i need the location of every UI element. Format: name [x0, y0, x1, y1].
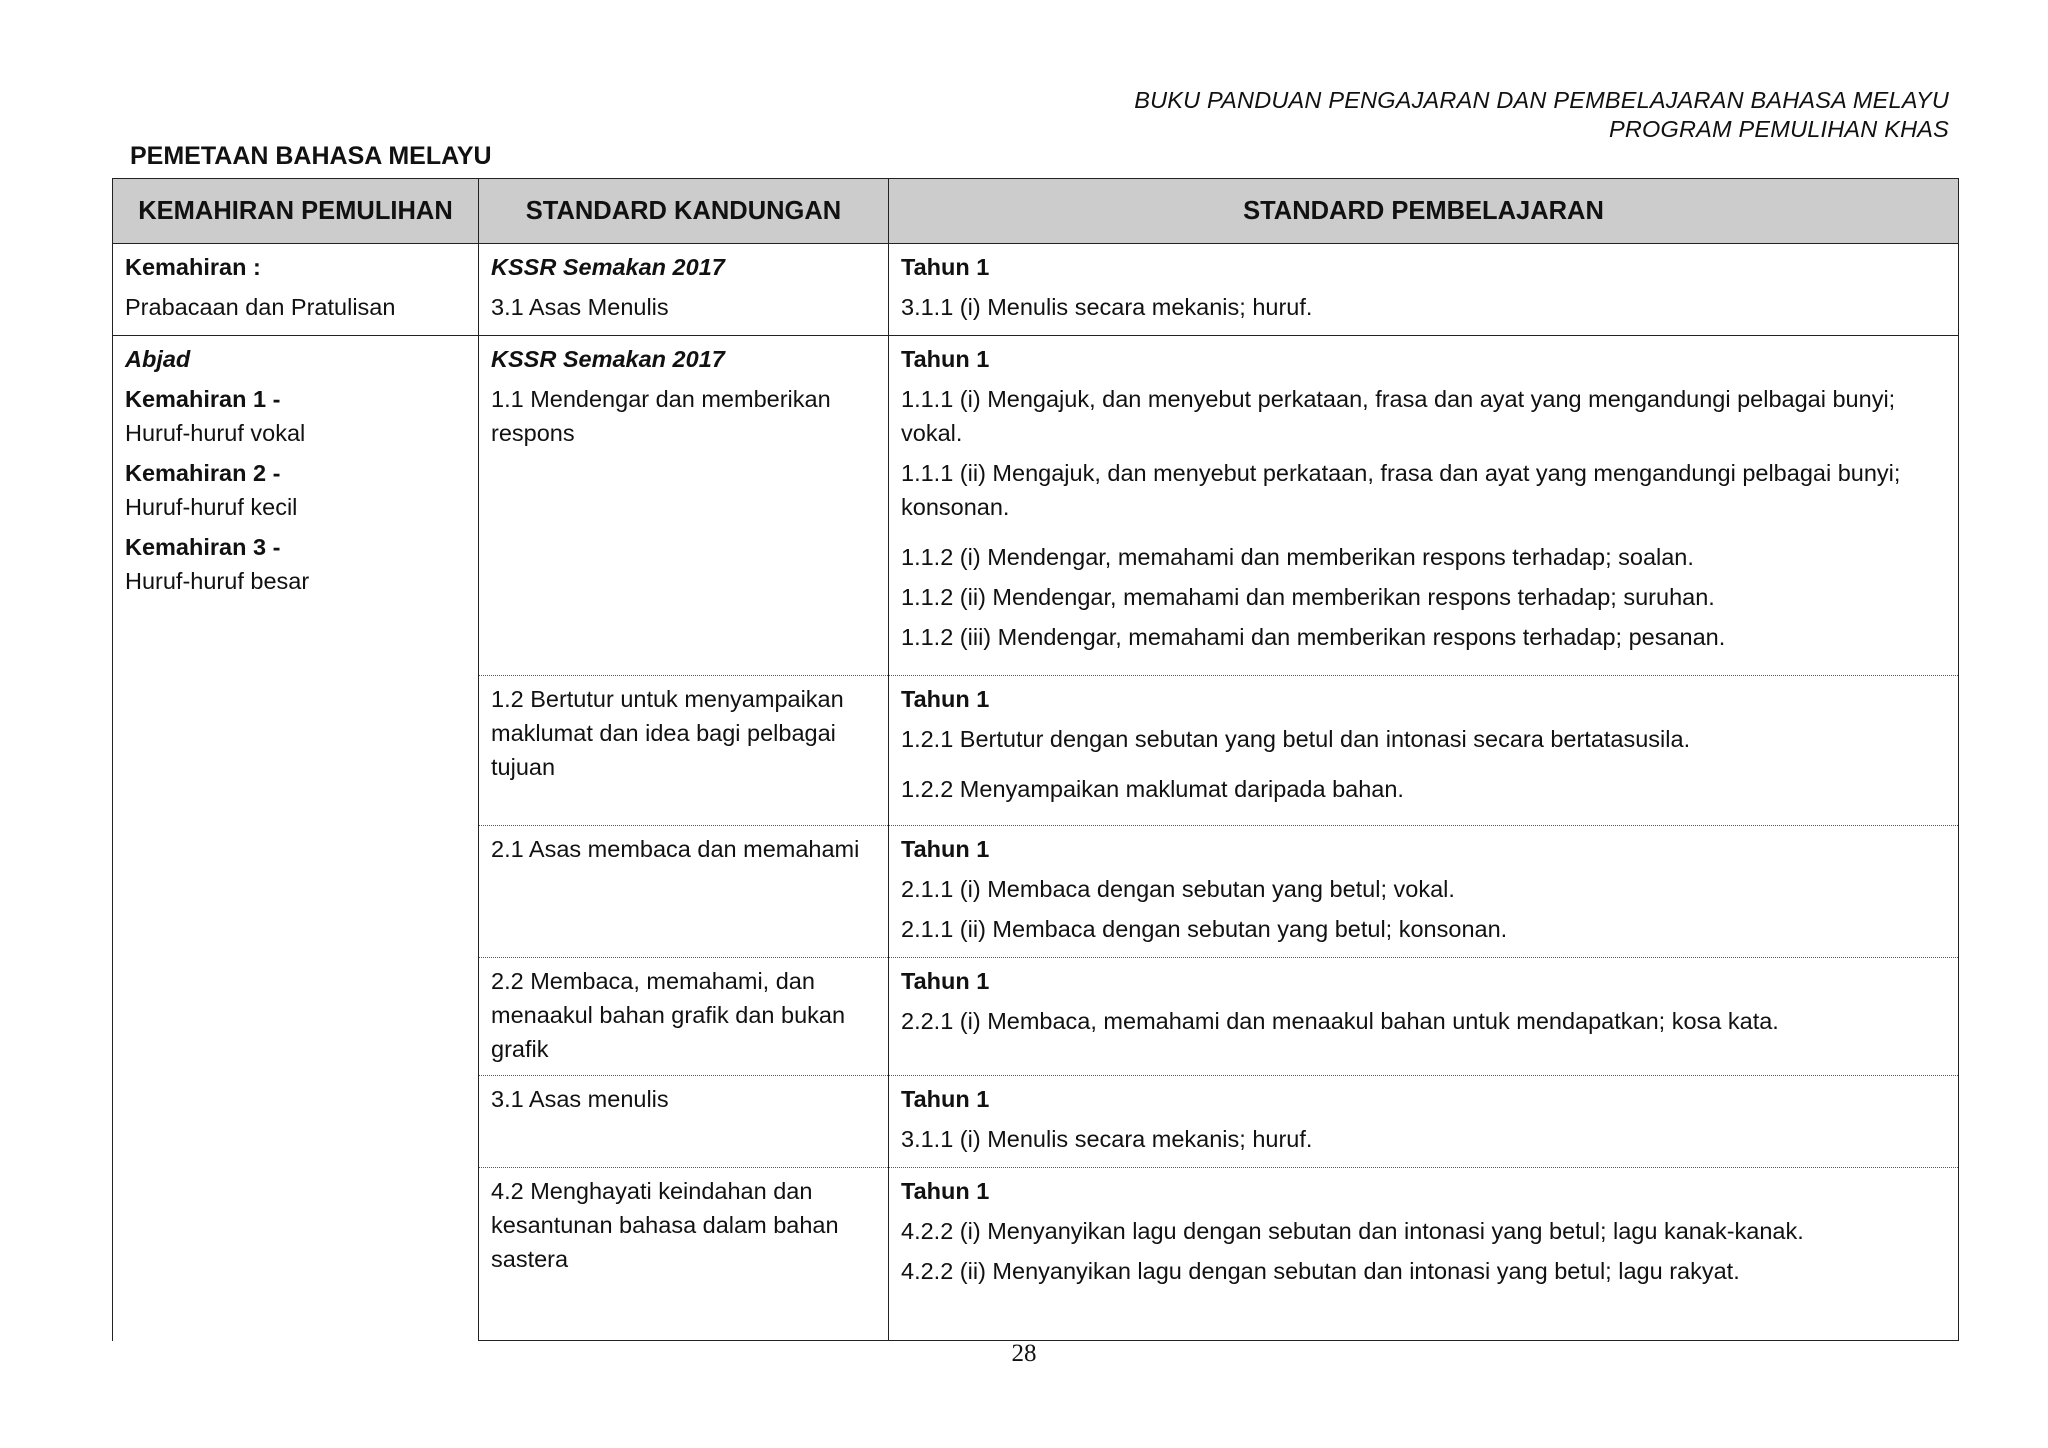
learning-standard: 4.2.2 (ii) Menyanyikan lagu dengan sebutan dan intonasi yang betul; lagu rakyat.	[901, 1258, 1740, 1284]
curriculum-label: KSSR Semakan 2017	[491, 254, 725, 280]
learning-standard: 4.2.2 (i) Menyanyikan lagu dengan sebutan dan intonasi yang betul; lagu kanak-kanak.	[901, 1218, 1804, 1244]
skill-name: Huruf-huruf vokal	[125, 420, 306, 446]
content-standard: 2.1 Asas membaca dan memahami	[491, 836, 860, 862]
year-label: Tahun 1	[901, 686, 990, 712]
table-header-row	[113, 179, 1959, 244]
learning-standard: 1.1.2 (iii) Mendengar, memahami dan memberikan respons terhadap; pesanan.	[901, 624, 1726, 650]
document-header	[1134, 86, 1949, 144]
learning-standard: 1.1.1 (i) Mengajuk, dan menyebut perkataan, frasa dan ayat yang mengandungi pelbagai bunyi; vokal.	[901, 386, 1896, 446]
content-cell	[479, 958, 889, 1076]
content-cell	[479, 1168, 889, 1341]
abjad-skill-cell	[113, 336, 479, 1341]
page-title: PEMETAAN BAHASA MELAYU	[130, 142, 492, 170]
skill-label: Kemahiran :	[125, 254, 261, 280]
content-standard: 2.2 Membaca, memahami, dan menaakul bahan grafik dan bukan grafik	[491, 968, 846, 1062]
skill-name: Huruf-huruf besar	[125, 568, 310, 594]
learning-cell	[889, 1076, 1959, 1168]
content-standard: 1.2 Bertutur untuk menyampaikan maklumat dan idea bagi pelbagai tujuan	[491, 686, 844, 780]
learning-standard: 1.1.2 (ii) Mendengar, memahami dan memberikan respons terhadap; suruhan.	[901, 584, 1715, 610]
year-label: Tahun 1	[901, 836, 990, 862]
header-line-2: PROGRAM PEMULIHAN KHAS	[1609, 116, 1949, 142]
mapping-table	[112, 178, 1959, 1341]
abjad-title: Abjad	[125, 346, 191, 372]
skill-label: Kemahiran 1 -	[125, 386, 281, 412]
curriculum-label: KSSR Semakan 2017	[491, 346, 725, 372]
learning-cell	[889, 244, 1959, 336]
content-standard: 3.1 Asas menulis	[491, 1086, 669, 1112]
column-header-kemahiran: KEMAHIRAN PEMULIHAN	[113, 179, 479, 244]
column-header-standard-pembelajaran: STANDARD PEMBELAJARAN	[889, 179, 1959, 244]
year-label: Tahun 1	[901, 254, 990, 280]
column-header-standard-kandungan: STANDARD KANDUNGAN	[479, 179, 889, 244]
learning-standard: 1.2.1 Bertutur dengan sebutan yang betul dan intonasi secara bertatasusila.	[901, 726, 1691, 752]
content-cell	[479, 244, 889, 336]
learning-cell	[889, 958, 1959, 1076]
learning-standard: 3.1.1 (i) Menulis secara mekanis; huruf.	[901, 294, 1313, 320]
header-line-1: BUKU PANDUAN PENGAJARAN DAN PEMBELAJARAN BAHASA MELAYU	[1134, 87, 1949, 113]
content-cell	[479, 676, 889, 826]
skill-name: Prabacaan dan Pratulisan	[125, 294, 396, 320]
skill-label: Kemahiran 3 -	[125, 534, 281, 560]
year-label: Tahun 1	[901, 1086, 990, 1112]
page-number: 28	[1011, 1340, 1037, 1367]
content-cell	[479, 826, 889, 958]
learning-standard: 2.2.1 (i) Membaca, memahami dan menaakul bahan untuk mendapatkan; kosa kata.	[901, 1008, 1779, 1034]
learning-cell	[889, 336, 1959, 676]
learning-standard: 2.1.1 (i) Membaca dengan sebutan yang betul; vokal.	[901, 876, 1455, 902]
year-label: Tahun 1	[901, 968, 990, 994]
learning-cell	[889, 826, 1959, 958]
learning-cell	[889, 676, 1959, 826]
year-label: Tahun 1	[901, 1178, 990, 1204]
table-row	[113, 244, 1959, 336]
learning-standard: 1.2.2 Menyampaikan maklumat daripada bahan.	[901, 776, 1404, 802]
learning-standard: 1.1.2 (i) Mendengar, memahami dan memberikan respons terhadap; soalan.	[901, 544, 1694, 570]
skill-label: Kemahiran 2 -	[125, 460, 281, 486]
learning-standard: 1.1.1 (ii) Mengajuk, dan menyebut perkataan, frasa dan ayat yang mengandungi pelbagai bunyi; konsonan.	[901, 460, 1901, 520]
content-standard: 1.1 Mendengar dan memberikan respons	[491, 386, 831, 446]
content-cell	[479, 336, 889, 676]
learning-cell	[889, 1168, 1959, 1341]
skill-name: Huruf-huruf kecil	[125, 494, 298, 520]
learning-standard: 3.1.1 (i) Menulis secara mekanis; huruf.	[901, 1126, 1313, 1152]
year-label: Tahun 1	[901, 346, 990, 372]
skill-cell	[113, 244, 479, 336]
table-row	[113, 336, 1959, 676]
content-cell	[479, 1076, 889, 1168]
learning-standard: 2.1.1 (ii) Membaca dengan sebutan yang betul; konsonan.	[901, 916, 1508, 942]
content-standard: 3.1 Asas Menulis	[491, 294, 669, 320]
content-standard: 4.2 Menghayati keindahan dan kesantunan bahasa dalam bahan sastera	[491, 1178, 839, 1272]
